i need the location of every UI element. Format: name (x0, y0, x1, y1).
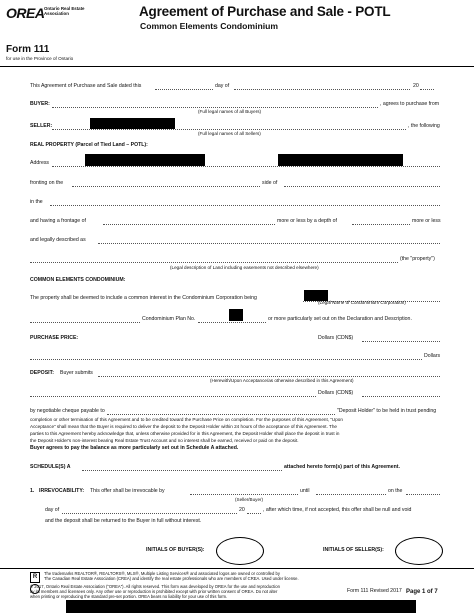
irrevocable-text: This offer shall be irrevocable by (90, 488, 165, 494)
buyer-submits-label: Buyer submits (60, 370, 93, 376)
deemed-label: The property shall be deemed to include a common interest in the Condominium Corporation being (30, 295, 257, 301)
corporation-caption: (Legal Name of Condominium Corporation) (318, 300, 406, 305)
dated-day-field[interactable] (155, 89, 213, 90)
seller-field[interactable] (52, 129, 406, 130)
deposit-amount-field[interactable] (362, 396, 440, 397)
buyer-caption: (Full legal names of all Buyers) (198, 109, 262, 114)
on-the-label: on the (388, 488, 403, 494)
irrevocable-returned-label: and the deposit shall be returned to the Buyer in full without interest. (45, 518, 202, 524)
schedules-label: SCHEDULE(S) A (30, 464, 71, 470)
deposit-timing-field[interactable] (98, 376, 440, 377)
irrevocable-caption: (Seller/Buyer) (235, 497, 264, 502)
logo-sub-1: Ontario Real Estate (44, 6, 85, 11)
address-label: Address (30, 160, 50, 166)
deposit-label: DEPOSIT: (30, 370, 54, 376)
until-label: until (300, 488, 310, 494)
irrevocable-day-of-label: day of (45, 507, 60, 513)
form-caption: for use in the Province of Ontario (6, 56, 74, 61)
irrevocable-date-field[interactable] (406, 494, 440, 495)
legal-caption: (Legal description of Land including easements not described elsewhere) (170, 265, 319, 270)
deposit-para-3: parties to this Agreement hereby acknowledge that, unless otherwise provided for in this Agreement, the Deposit Holder shall place the deposit in trust in (30, 431, 340, 436)
balance-statement: Buyer agrees to pay the balance as more particularly set out in Schedule A attached. (30, 445, 239, 451)
legal-description-field-1[interactable] (98, 243, 440, 244)
seller-following-label: , the following (408, 123, 440, 129)
irrevocable-year-field[interactable] (247, 513, 261, 514)
footer-form-ref: Form 111 (347, 588, 369, 594)
footer-legal-4: by its members and licensees only. Any other use or reproduction is prohibited except with prior written consent of OREA. Do not alter (30, 589, 278, 594)
page-subtitle: Common Elements Condominium (140, 21, 278, 31)
price-dollars-cdn-label: Dollars (CDN$) (318, 335, 354, 341)
frontage-field[interactable] (103, 224, 275, 225)
irrevocability-number: 1. (30, 488, 35, 494)
deposit-holder-label: "Deposit Holder" to be held in trust pending (337, 408, 437, 414)
depth-label: more or less by a depth of (277, 218, 337, 224)
footer-legal-2: The Canadian Real Estate Association (CREA) and identify the real estate professionals who are members of CREA. Used under license. (44, 576, 299, 581)
buyer-field[interactable] (52, 107, 378, 108)
agreement-dated-label: This Agreement of Purchase and Sale dated this (30, 83, 142, 89)
seller-initials-label: INITIALS OF SELLER(S): (323, 547, 384, 553)
depth-field[interactable] (352, 224, 410, 225)
buyer-initials-box[interactable] (216, 537, 264, 565)
footer-legal-3: © 2017, Ontario Real Estate Association ("OREA"). All rights reserved. This form was developed by OREA for the use and reproduction (30, 584, 280, 589)
logo-sub-2: Association (44, 11, 69, 16)
buyer-label: BUYER: (30, 101, 50, 107)
footer-revised: Revised 2017 (370, 588, 402, 594)
address-field[interactable] (52, 166, 440, 167)
buyer-initials-label: INITIALS OF BUYER(S): (146, 547, 205, 553)
deposit-para-4: the Deposit Holder's non-interest bearing Real Estate Trust Account and no interest shall be earned, received or paid on the deposit. (30, 438, 299, 443)
orea-logo (6, 5, 85, 25)
side-of-field[interactable] (284, 186, 440, 187)
irrevocable-time-field[interactable] (316, 494, 386, 495)
footer-rule (0, 568, 474, 569)
schedules-field[interactable] (82, 470, 282, 471)
irrevocability-label: IRREVOCABILITY: (39, 488, 85, 494)
deposit-para-1: completion or other termination of this Agreement and to be credited toward the Purchase Price on completion. For the purposes of this Agreement, "Upon (30, 417, 343, 422)
irrevocable-after-label: , after which time, if not accepted, this offer shall be null and void (263, 507, 412, 513)
seller-label: SELLER: (30, 123, 53, 129)
deposit-holder-field[interactable] (107, 414, 335, 415)
irrevocable-month-field[interactable] (62, 513, 237, 514)
seller-caption: (Full legal names of all Sellers) (198, 131, 261, 136)
footer-redaction (66, 600, 416, 613)
deposit-words-field[interactable] (30, 396, 316, 397)
in-the-label: in the (30, 199, 43, 205)
footer-legal-1: The trademarks REALTOR®, REALTORS®, MLS®, Multiple Listing Services® and associated logos are owned or controlled by (44, 571, 280, 576)
form-number: Form 111 (6, 44, 50, 55)
municipality-field[interactable] (50, 205, 440, 206)
fronting-field[interactable] (72, 186, 260, 187)
purchase-price-label: PURCHASE PRICE: (30, 335, 79, 341)
plan-no-label: Condominium Plan No. (142, 316, 196, 322)
common-elements-heading: COMMON ELEMENTS CONDOMINIUM: (30, 277, 126, 283)
declaration-label: or more particularly set out on the Declaration and Description. (268, 316, 412, 322)
property-label: (the "property") (400, 256, 435, 262)
frontage-label: and having a frontage of (30, 218, 86, 224)
plan-no-redaction (229, 309, 243, 321)
footer-page: Page 1 of 7 (406, 589, 438, 595)
price-dollars-label: Dollars (424, 353, 441, 359)
dated-year-field[interactable] (420, 89, 434, 90)
buyer-agrees-label: , agrees to purchase from (380, 101, 440, 107)
negotiable-label: by negotiable cheque payable to (30, 408, 105, 414)
more-less-label: more or less (412, 218, 441, 224)
deposit-caption: (Herewith/Upon Acceptance/as otherwise described in this Agreement) (210, 378, 354, 383)
legal-description-field-2[interactable] (30, 262, 398, 263)
address-redaction-1 (85, 154, 205, 166)
schedules-attached-label: attached hereto form(s) part of this Agreement. (284, 464, 400, 470)
side-of-label: side of (262, 180, 278, 186)
legally-label: and legally described as (30, 237, 86, 243)
year-prefix-label: 20 (413, 83, 419, 89)
footer-legal-5: when printing or reproducing the standard pre-set portion. OREA bears no liability for your use of this form. (30, 594, 228, 599)
irrevocable-party-field[interactable] (190, 494, 298, 495)
irrevocable-year-label: 20 (239, 507, 245, 513)
fronting-label: fronting on the (30, 180, 64, 186)
seller-redaction (90, 118, 175, 129)
header-rule (0, 66, 474, 67)
deposit-para-2: Acceptance" shall mean that the Buyer is required to deliver the deposit to the Deposit Holder within 24 hours of the acceptance of this Agreement. The (30, 424, 337, 429)
plan-prefix-field[interactable] (30, 322, 140, 323)
seller-initials-box[interactable] (395, 537, 443, 565)
plan-no-field[interactable] (198, 322, 266, 323)
logo-text: OREA (6, 5, 45, 21)
price-words-field[interactable] (30, 359, 422, 360)
dated-month-field[interactable] (234, 89, 410, 90)
realtor-logo-icon: R (30, 572, 40, 583)
day-of-label: day of (215, 83, 230, 89)
real-property-heading: REAL PROPERTY (Parcel of Tied Land – POTL): (30, 142, 148, 148)
deposit-dollars-label: Dollars (CDN$) (318, 390, 354, 396)
price-cdn-field[interactable] (362, 341, 440, 342)
page-title: Agreement of Purchase and Sale - POTL (139, 4, 391, 19)
address-redaction-2 (278, 154, 403, 166)
